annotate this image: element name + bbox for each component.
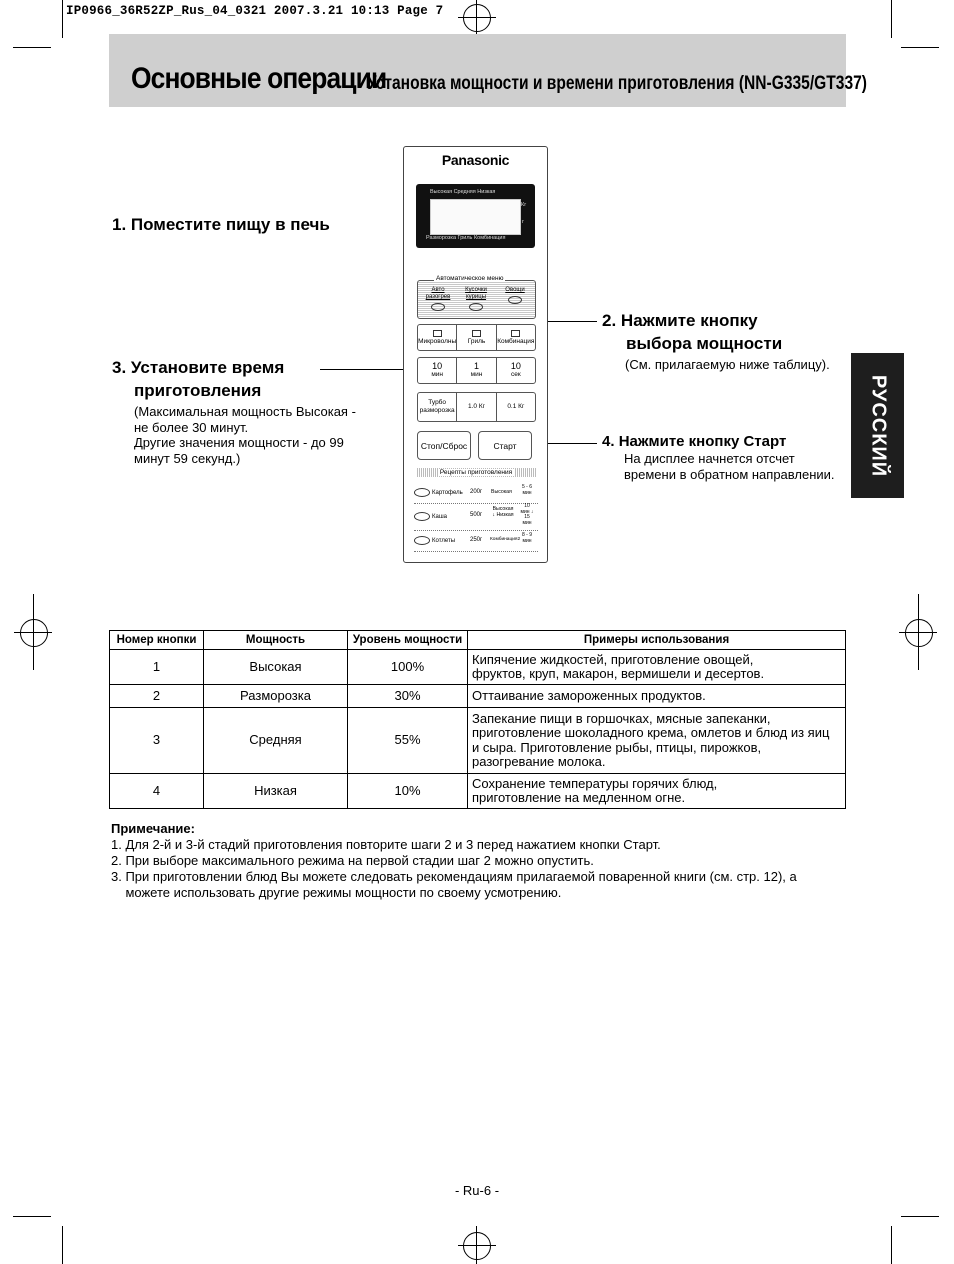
registration-mark [20,619,48,647]
power-level: 10% [348,774,468,809]
auto-menu-group [417,280,536,319]
step-title: Нажмите кнопку Старт [618,433,787,450]
print-header: IP0966_36R52ZP_Rus_04_0321 2007.3.21 10:13 Page 7 [66,4,444,18]
step-title-line2: выбора мощности [626,334,783,353]
button-number: 2 [110,685,204,708]
step-title: Поместите пищу в печь [130,215,330,234]
button-label: 1.0 Кг [467,403,485,410]
power-name: Высокая [204,650,348,685]
recipes-label: Рецепты приготовления [439,469,513,476]
page-number: - Ru-6 - [454,1183,500,1198]
examples [468,708,846,774]
examples [468,650,846,685]
notes-title: Примечание: [111,821,195,836]
recipe-power: Комбинация2 [490,537,521,542]
crop-mark [891,1226,892,1264]
crop-mark [62,0,63,38]
step-number: 4. [602,433,615,450]
column-header: Номер кнопки [110,631,204,650]
text-line: и сыра. Приготовление рыбы, птицы, пирожков, [472,739,762,755]
step-4-text [624,451,835,482]
note-item: можете использовать другие режимы мощности по своему усмотрению. [111,885,562,900]
text-line: Кипячение жидкостей, приготовление овощей, [472,651,754,667]
ten-minutes-button[interactable] [418,358,457,383]
page-subtitle: Установка мощности и времени приготовления (NN-G335/GT337) [367,73,867,94]
text-line: Сохранение температуры горячих блюд, [472,775,718,791]
stop-reset-button[interactable]: Стоп/Сброс [417,431,471,460]
button-label: Авто разогрев [425,287,451,300]
button-label: Кусочки курицы [465,287,487,300]
crop-mark [901,47,939,48]
defrost-01kg-button[interactable] [497,393,535,421]
combination-icon [511,330,520,337]
column-header: Уровень мощности [348,631,468,650]
text-line: (Максимальная мощность Высокая - [134,404,356,419]
porridge-icon [414,512,430,521]
registration-mark [463,1232,491,1260]
recipe-name [414,488,463,497]
time-buttons-row [417,357,536,384]
power-table [109,630,846,809]
recipe-name [414,536,455,545]
defrost-1kg-button[interactable] [457,393,496,421]
button-label: Овощи [505,287,525,293]
text-line: разогревание молока. [472,754,606,769]
control-panel [403,146,548,563]
power-name: Разморозка [204,685,348,708]
start-button[interactable]: Старт [478,431,532,460]
examples [468,774,846,809]
crop-mark [891,0,892,38]
button-number: 3 [110,708,204,774]
button-label: Комбинация [497,337,535,345]
button-unit: сек [510,371,521,378]
step-title: Установите время [130,358,285,377]
text-line: приготовление на медленном огне. [472,790,686,805]
grill-button[interactable] [457,325,496,350]
power-level: 55% [348,708,468,774]
recipe-name-text: Картофель [432,490,463,497]
column-header: Мощность [204,631,348,650]
button-value: 10 [432,361,443,371]
text-line: На дисплее начнется отсчет [624,451,795,466]
display-unit-g: г [522,219,525,225]
button-number: 4 [110,774,204,809]
note-item: 2. При выборе максимального режима на первой стадии шаг 2 можно опустить. [111,853,594,868]
table-row [110,708,846,774]
recipe-row [414,531,538,552]
text-line: Запекание пищи в горшочках, мясные запеканки, [472,710,771,726]
combination-button[interactable] [497,325,535,350]
chicken-pieces-button[interactable] [458,287,494,311]
text-line: минут 59 секунд.) [134,450,241,466]
recipes-header [416,468,536,477]
display-unit-kg: Кг [521,202,527,208]
registration-mark [905,619,933,647]
step-2-text: (См. прилагаемую ниже таблицу). [625,357,830,372]
note-item: 1. Для 2-й и 3-й стадий приготовления повторите шаги 2 и 3 перед нажатием кнопки Старт. [111,837,661,852]
auto-menu-label: Автоматическое меню [436,275,504,282]
crop-mark [901,1216,939,1217]
microwave-button[interactable] [418,325,457,350]
button-value: 1 [473,361,479,371]
recipe-weight: 250г [470,537,483,543]
crop-mark [13,1216,51,1217]
crop-mark [13,47,51,48]
button-label: Турбо разморозка [419,399,455,414]
step-4 [602,433,786,450]
step-2 [602,311,758,331]
recipe-power: Высокая ↓ Низкая [492,506,514,518]
text-line: приготовление шоколадного крема, омлетов и блюд из яиц [472,725,830,740]
ten-seconds-button[interactable] [497,358,535,383]
step-number: 1. [112,215,127,234]
recipe-weight: 500г [470,512,483,518]
step-3-text [134,404,356,466]
step-title-line2: приготовления [134,381,262,400]
text-line: Другие значения мощности - до 99 [134,435,344,450]
recipe-name-text: Котлеты [432,538,456,545]
turbo-defrost-button[interactable] [418,393,457,421]
display-power-labels: Высокая Средняя Низкая [430,189,496,195]
display [416,184,535,248]
language-tab [851,353,904,498]
text-line: не более 30 минут. [134,419,249,435]
power-level: 30% [348,685,468,708]
step-number: 2. [602,311,617,330]
vegetables-button[interactable] [497,287,533,304]
recipe-row [414,504,538,531]
step-title: Нажмите кнопку [620,311,758,330]
power-name: Низкая [204,774,348,809]
crop-mark [476,0,477,36]
table-row [110,774,846,809]
crop-mark [458,1245,496,1246]
step-number: 3. [112,358,127,377]
microwave-icon [433,330,442,337]
recipe-weight: 200г [470,489,483,495]
table-header [110,631,846,650]
display-window [430,199,521,235]
grill-icon [472,330,481,337]
button-unit: мин [470,371,483,378]
column-header: Примеры использования [468,631,846,650]
vegetables-icon [508,296,522,304]
text-line: Оттаивание замороженных продуктов. [472,687,706,703]
note-item: 3. При приготовлении блюд Вы можете следовать рекомендациям прилагаемой поваренной книги (см. стр. 12), а [111,869,797,884]
one-minute-button[interactable] [457,358,496,383]
power-level: 100% [348,650,468,685]
recipe-row [414,483,538,504]
table-row [110,650,846,685]
language-tab-label: РУССКИЙ [867,374,889,477]
button-value: 10 [510,361,521,371]
text-line: фруктов, круп, макарон, вермишели и десертов. [472,666,765,681]
recipe-name-text: Каша [432,514,447,521]
table-row [110,685,846,708]
step-1 [112,215,330,235]
recipe-power: Высокая [491,489,512,495]
recipe-time: 8 - 9 мин [521,532,532,544]
plate-icon [431,303,445,311]
chicken-icon [469,303,483,311]
step-3 [112,358,284,378]
registration-mark [463,4,491,32]
crop-mark [458,17,496,18]
button-label: Микроволны [418,337,457,345]
examples [468,685,846,708]
crop-mark [14,632,52,633]
display-mode-labels: Разморозка Гриль Комбинация [426,235,506,241]
text-line: времени в обратном направлении. [624,466,835,482]
button-unit: мин [431,371,444,378]
cutlets-icon [414,536,430,545]
power-name: Средняя [204,708,348,774]
defrost-buttons-row [417,392,536,422]
recipe-time: 5 - 6 мин [521,484,532,496]
recipe-name [414,512,447,521]
button-number: 1 [110,650,204,685]
auto-reheat-button[interactable] [420,287,456,311]
crop-mark [899,632,937,633]
mode-buttons-row [417,324,536,351]
page-title: Основные операции [131,62,387,95]
button-label: 0.1 Кг [507,403,525,410]
crop-mark [62,1226,63,1264]
potato-icon [414,488,430,497]
button-label: Гриль [467,337,486,345]
recipe-time: 10 мин ↓ 15 мин [520,503,534,526]
brand-logo: Panasonic [441,152,510,168]
